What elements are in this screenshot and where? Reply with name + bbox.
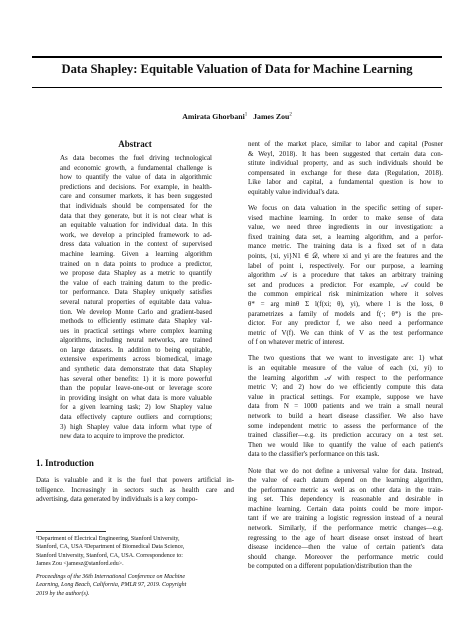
abstract-line: extensive experiments across biomedical, image: [60, 355, 212, 364]
body-line: equitably value individual's data.: [248, 187, 340, 196]
body-line: compensated in exchange for these data (Regulation, 2018).: [248, 168, 443, 177]
introduction-text: [36, 476, 234, 505]
abstract-line: for a given learning task; 2) low Shapley value: [60, 403, 212, 412]
body-line: θ* = arg minθ Σ l(f(xi; θ), yi), where l is the loss, θ: [248, 300, 443, 308]
abstract-body: [60, 154, 212, 442]
body-line: label of point i, respectively. For our purpose, a learning: [248, 261, 443, 270]
abstract-line: tion. We develop Monte Carlo and gradient-based: [60, 307, 212, 316]
introduction-line: Data is valuable and it is the fuel that powers artificial in-: [36, 476, 234, 484]
body-line: of f on whatever metric of interest.: [248, 338, 345, 347]
body-line: machine learning. Certain data points could be more impor-: [248, 504, 443, 513]
body-line: the performance metric as well as on other data in the train-: [248, 485, 443, 494]
abstract-line: work, we develop a principled framework to ad-: [60, 230, 212, 239]
author-name: Amirata Ghorbani: [182, 112, 245, 121]
body-line: Like labor and capital, a fundamental question is how to: [248, 178, 443, 187]
body-line: metric V; and 2) how do we efficiently compute this data: [248, 383, 443, 392]
body-line: The two questions that we want to investigate are: 1) what: [248, 354, 443, 363]
title-rule: [32, 87, 442, 88]
right-column: [248, 140, 443, 579]
body-line: the learning algorithm 𝒜 with respect to the performance: [248, 373, 443, 382]
abstract-line: data that they generate, but it is not clear what is: [60, 211, 212, 220]
abstract-line: in providing insight on what data is more valuable: [60, 393, 212, 402]
body-line: the common empirical risk minimization where it solves: [248, 290, 443, 299]
abstract-line: tor performance. Data Shapley uniquely satisfies: [60, 288, 212, 297]
body-line: Note that we do not define a universal value for data. Instead,: [248, 466, 443, 475]
abstract-line: new data to acquire to improve the predictor.: [60, 432, 185, 441]
abstract-line: predictions and decisions. For example, in health-: [60, 182, 212, 191]
body-line: be computed on a different population/distribution than the: [248, 562, 412, 571]
proceedings-note: [36, 573, 232, 598]
abstract-heading: Abstract: [118, 139, 152, 149]
abstract-line: machine learning. Given a learning algorithm: [60, 249, 212, 258]
abstract-line: and economic growth, a fundamental challenge is: [60, 163, 212, 172]
body-line: network to build a heart disease classifier. We also have: [248, 412, 443, 421]
abstract-line: trained on n data points to produce a predictor,: [60, 259, 212, 268]
footnote-line: ¹Department of Electrical Engineering, Stanford University,: [36, 536, 180, 542]
abstract-line: algorithms, including neural networks, are trained: [60, 336, 212, 345]
introduction-heading: 1. Introduction: [36, 458, 94, 468]
body-line: Then we would like to quantify the value of each patient's: [248, 440, 443, 449]
body-line: data from N = 1000 patients and we train a small neural: [248, 402, 443, 411]
abstract-line: an equitable valuation for individual data. In this: [60, 221, 212, 230]
abstract-line: care and consumer markets, it has been suggested: [60, 192, 212, 201]
affiliation-footnote: [36, 535, 232, 569]
abstract-line: how to quantify the value of data in algorithmic: [60, 173, 212, 182]
paper-title: Data Shapley: Equitable Valuation of Data for Machine Learning: [61, 62, 413, 76]
body-paragraph: [248, 140, 443, 198]
body-line: dictor. For any predictor f, we also need a performance: [248, 319, 443, 328]
body-line: We focus on data valuation in the specific setting of super-: [248, 204, 443, 213]
abstract-line: data effectively capture outliers and corruptions;: [60, 413, 212, 422]
abstract-line: As data becomes the fuel driving technological: [60, 154, 212, 162]
abstract-line: and synthetic data demonstrate that data Shapley: [60, 365, 212, 374]
top-rule: [32, 56, 442, 58]
body-line: ing set. This dependency is reasonable and desirable in: [248, 495, 443, 504]
body-line: nent of the market place, similar to labor and capital (Posner: [248, 140, 443, 148]
introduction-line: telligence. Increasingly in sectors such as health care and: [36, 485, 234, 494]
proceedings-line: 2019 by the author(s).: [36, 590, 90, 597]
body-line: disease incidence—then the value of certain patient's data: [248, 543, 443, 552]
body-line: tant if we are training a logistic regression instead of a neural: [248, 514, 443, 523]
body-paragraph: [248, 467, 443, 573]
abstract-line: methods to efficiently estimate data Shapley val-: [60, 317, 212, 326]
abstract-line: has several other benefits: 1) it is more powerful: [60, 374, 212, 383]
body-paragraph: [248, 354, 443, 460]
proceedings-line: Learning, Long Beach, California, PMLR 97, 2019. Copyright: [36, 582, 187, 589]
footnote-line: James Zou <jamesz@stanford.edu>.: [36, 561, 124, 568]
body-line: should change. Moreover the performance metric could: [248, 552, 443, 561]
abstract-line: several natural properties of equitable data valua-: [60, 297, 212, 306]
body-line: algorithm 𝒜 is a procedure that takes an arbitrary training: [248, 271, 443, 280]
body-line: mance metric. The training data is a fixed set of n data: [248, 242, 443, 251]
body-line: set and produces a predictor. For example, 𝒜 could be: [248, 280, 443, 289]
body-paragraph: [248, 204, 443, 348]
footnote-rule: [36, 531, 106, 532]
introduction-line: advertising, data generated by individuals is a key compo-: [36, 495, 198, 504]
abstract-line: on large datasets. In addition to being equitable,: [60, 345, 212, 354]
body-line: value in practical settings. For example, suppose we have: [248, 392, 443, 401]
body-line: trained classifier—e.g. its prediction accuracy on a test set.: [248, 431, 443, 440]
body-line: is an equitable measure of the value of each (xi, yi) to: [248, 364, 443, 373]
body-line: value, we need three ingredients in our investigation: a: [248, 223, 443, 232]
body-line: the value of each datum depend on the learning algorithm,: [248, 476, 443, 485]
abstract-line: that individuals should be compensated for the: [60, 201, 212, 210]
body-line: fixed training data set, a learning algorithm, and a perfor-: [248, 232, 443, 241]
abstract-line: the value of each training datum to the predic-: [60, 278, 212, 287]
abstract-line: we propose data Shapley as a metric to quantify: [60, 269, 212, 278]
abstract-line: 3) high Shapley value data inform what type of: [60, 422, 212, 431]
footnote-line: Stanford University, Stanford, CA, USA. Correspondence to:: [36, 552, 183, 559]
body-line: points, {xi, yi}N1 ∈ 𝒟, where xi and yi are the features and the: [248, 252, 443, 261]
author-affiliation-mark: 2: [289, 112, 292, 118]
body-line: metric of V(f). We can think of V as the test performance: [248, 328, 443, 337]
abstract-line: ues in practical settings where complex learning: [60, 326, 212, 335]
author-list: [32, 112, 442, 121]
body-line: vised machine learning. In order to make sense of data: [248, 213, 443, 222]
abstract-line: dress data valuation in the context of supervised: [60, 240, 212, 249]
abstract-line: than the popular leave-one-out or leverage score: [60, 384, 212, 393]
body-line: some independent metric to assess the performance of the: [248, 421, 443, 430]
author-name: James Zou: [253, 112, 290, 121]
body-line: data to the classifier's performance on this task.: [248, 450, 380, 459]
body-line: regressing to the age of heart disease onset instead of heart: [248, 533, 443, 542]
author-affiliation-mark: 1: [244, 112, 248, 118]
body-line: stitute individual property, and as such individuals should be: [248, 159, 443, 168]
body-line: & Weyl, 2018). It has been suggested that certain data con-: [248, 149, 443, 158]
body-line: network. Similarly, if the performance metric changes—e.g.: [248, 524, 443, 533]
body-line: parametrizes a family of models and f(·; θ*) is the pre-: [248, 309, 443, 318]
proceedings-line: Proceedings of the 36th International Conference on Machine: [36, 574, 186, 580]
footnote-line: Stanford, CA, USA ²Department of Biomedical Data Science,: [36, 544, 185, 551]
